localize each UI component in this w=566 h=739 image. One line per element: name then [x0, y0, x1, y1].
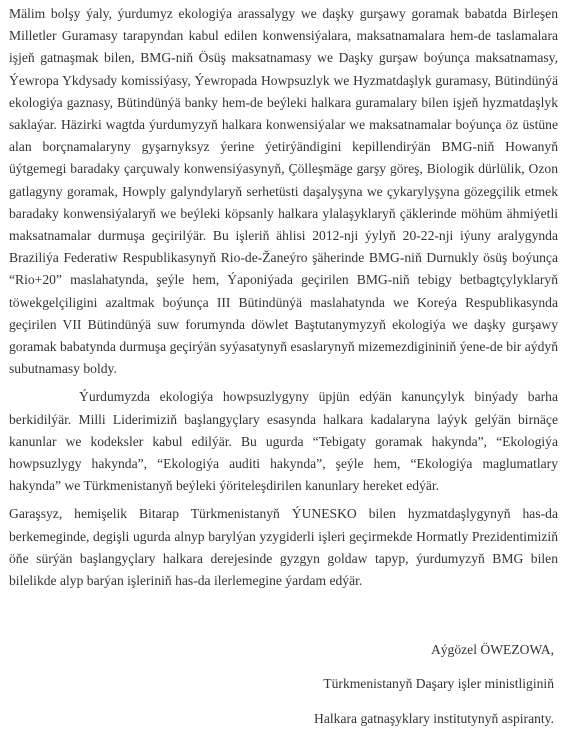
author-name: Aýgözel ÖWEZOWA, [430, 642, 554, 658]
author-signature [9, 639, 558, 730]
author-position: Türkmenistanyň Daşary işler ministliginiň [323, 676, 554, 692]
article-paragraph-3: Garaşsyz, hemişelik Bitarap Türkmenistanyň ÝUNESKO bilen hyzmatdaşlygynyň has-da berkemeginde, degişli ugurda alnyp barylýan yzygiderli işleri geçirmekde Hormatly Prezidentimiziň öňe sürýän başlangyçlary halkara derejesinde gyzgyn goldaw tapyp, ýurdumyzyň BMG bilen bilelikde alyp barýan işleriniň has-da ilerlemegine ýardam edýär. [9, 506, 558, 589]
article-paragraph-1: Mälim bolşy ýaly, ýurdumyz ekologiýa arassalygy we daşky gurşawy goramak babatda Birleşen Milletler Guramasy tarapyndan kabul edilen konwensiýalara, maksatnamalara hem-de taslamalara işjeň gatnaşmak bilen, BMG-niň Ösüş maksatnamasy we Daşky gurşaw boýunça maksatnamasy, Ýewropa Ykdysady komissiýasy, Ýewropada Howpsuzlyk we Hyzmatdaşlyk guramasy, Bütindünýä ekologiýa gaznasy, Bütindünýä banky hem-de beýleki halkara guramalary bilen işjeň hyzmatdaşlyk saklaýar. Häzirki wagtda ýurdumyzyň halkara konwensiýalar we maksatnamalar boýunça öz üstüne alan borçnamalaryny gyşarnyksyz ýerine ýetirýändigini kepillendirýän BMG-niň Howanyň üýtgemegi baradaky çarçuwaly konwensiýasynyň, Çölleşmäge garşy göreş, Biologik dürlülik, Ozon gatlagyny goramak, Howply galyndylaryň serhetüsti daşalyşyna we çykarylyşyna gözegçilik etmek baradaky konwensiýalaryň we beýleki köpsanly halkara ylalaşyklaryň çäklerinde möhüm ähmiýetli maksatnamalar durmuşa geçirilýär. Bu işleriň ählisi 2012-nji ýylyň 20-22-nji iýuny aralygynda Braziliýa Federatiw Respublikasynyň Rio-de-Žaneýro şäherinde BMG-niň Durnukly ösüş boýunça “Rio+20” maslahatynda, şeýle hem, Ýaponiýada geçirilen BMG-niň tebigy betbagtçylyklaryň töwekgelçiligini azaltmak boýunça III Bütindünýä maslahatynda we Koreýa Respublikasynda geçirilen VII Bütindünýä suw forumynda döwlet Baştutanymyzyň ekologiýa we daşky gurşawy goramak babatynda durmuşa geçirýän syýasatynyň esaslarynyň mizemezdigininiň ýene-de bir aýdyň subutnamasy boldy. [9, 6, 558, 377]
author-institution: Halkara gatnaşyklary institutynyň aspiranty. [314, 710, 554, 726]
article-body [9, 3, 558, 592]
article-paragraph-2: Ýurdumyzda ekologiýa howpsuzlygyny üpjün edýän kanunçylyk binýady barha berkidilýär. Milli Liderimiziň başlangyçlary esasynda halkara kadalaryna laýyk gelýän birnäçe kanunlar we kodeksler kabul edilýär. Bu ugurda “Tebigaty goramak hakynda”, “Ekologiýa howpsuzlygy hakynda”, “Ekologiýa auditi hakynda”, şeýle hem, “Ekologiýa maglumatlary hakynda” we Türkmenistanyň beýleki ýöriteleşdirilen kanunlary hereket edýär. [9, 389, 558, 494]
